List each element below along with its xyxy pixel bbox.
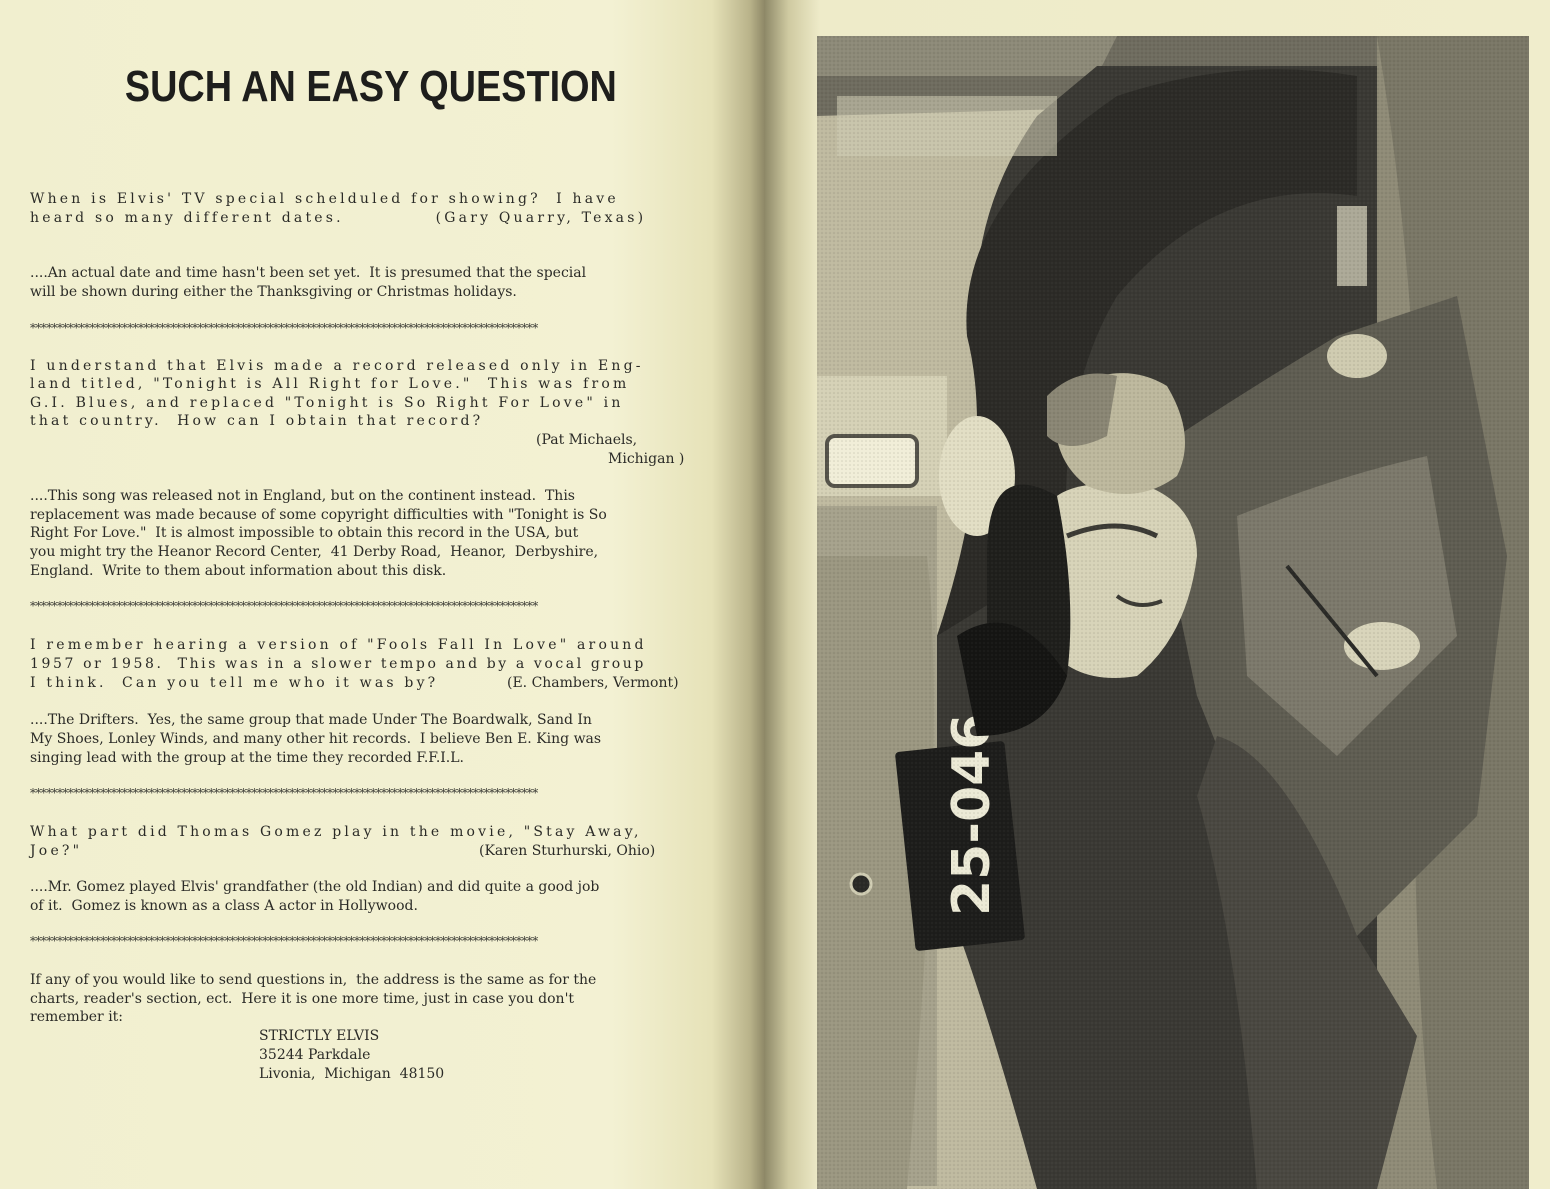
answer-3-line-1: ....The Drifters. Yes, the same group that made Under The Boardwalk, Sand In: [30, 712, 592, 728]
answer-2-line-1: ....This song was released not in England, but on the continent instead. This: [30, 488, 575, 504]
answer-2-line-4: you might try the Heanor Record Center, 41 Derby Road, Heanor, Derbyshire,: [30, 544, 599, 560]
question-4-line-2: Joe?": [30, 843, 83, 859]
answer-2-line-3: Right For Love." It is almost impossible to obtain this record in the USA, but: [30, 525, 579, 541]
question-1-line-1: When is Elvis' TV special schelduled for showing? I have: [30, 191, 619, 207]
separator: **********************************************************************************************: [30, 934, 538, 948]
answer-1-line-1: ....An actual date and time hasn't been set yet. It is presumed that the special: [30, 265, 587, 281]
question-2-line-3: G.I. Blues, and replaced "Tonight is So Right For Love" in: [30, 395, 624, 411]
answer-1-line-2: will be shown during either the Thanksgiving or Christmas holidays.: [30, 284, 517, 300]
answer-2-line-2: replacement was made because of some copyright difficulties with "Tonight is So: [30, 507, 607, 523]
question-1-line-2: heard so many different dates. (Gary Quarry, Texas): [30, 210, 647, 226]
question-3-line-3: I think. Can you tell me who it was by?: [30, 675, 439, 691]
separator: **********************************************************************************************: [30, 599, 538, 613]
separator: **********************************************************************************************: [30, 786, 538, 800]
question-2-attribution-1: (Pat Michaels,: [536, 432, 638, 448]
elvis-car-photo: [817, 36, 1529, 1189]
closing-line-3: remember it:: [30, 1009, 124, 1025]
answer-3-line-3: singing lead with the group at the time they recorded F.F.I.L.: [30, 750, 465, 766]
answer-4-line-2: of it. Gomez is known as a class A actor in Hollywood.: [30, 898, 418, 914]
question-3-attribution: (E. Chambers, Vermont): [507, 675, 679, 691]
question-3-line-2: 1957 or 1958. This was in a slower tempo and by a vocal group: [30, 656, 646, 672]
question-2-line-1: I understand that Elvis made a record released only in Eng-: [30, 358, 644, 374]
separator: **********************************************************************************************: [30, 321, 538, 335]
answer-3-line-2: My Shoes, Lonley Winds, and many other hit records. I believe Ben E. King was: [30, 731, 602, 747]
question-3-line-1: I remember hearing a version of "Fools Fall In Love" around: [30, 637, 647, 653]
page-title: SUCH AN EASY QUESTION: [124, 62, 617, 111]
question-4-attribution: (Karen Sturhurski, Ohio): [479, 843, 656, 859]
photo-artwork: [817, 36, 1529, 1189]
answer-4-line-1: ....Mr. Gomez played Elvis' grandfather (the old Indian) and did quite a good job: [30, 879, 600, 895]
question-2-line-4: that country. How can I obtain that record?: [30, 413, 484, 429]
address-line-3: Livonia, Michigan 48150: [259, 1066, 445, 1082]
answer-2-line-5: England. Write to them about information about this disk.: [30, 563, 447, 579]
address-line-1: STRICTLY ELVIS: [259, 1028, 380, 1044]
question-4-line-1: What part did Thomas Gomez play in the movie, "Stay Away,: [30, 824, 642, 840]
address-line-2: 35244 Parkdale: [259, 1047, 371, 1063]
closing-line-2: charts, reader's section, ect. Here it is one more time, just in case you don't: [30, 991, 575, 1007]
question-2-attribution-2: Michigan ): [608, 451, 685, 467]
left-page: [0, 0, 765, 1189]
closing-line-1: If any of you would like to send questions in, the address is the same as for the: [30, 972, 597, 988]
question-2-line-2: land titled, "Tonight is All Right for Love." This was from: [30, 376, 630, 392]
